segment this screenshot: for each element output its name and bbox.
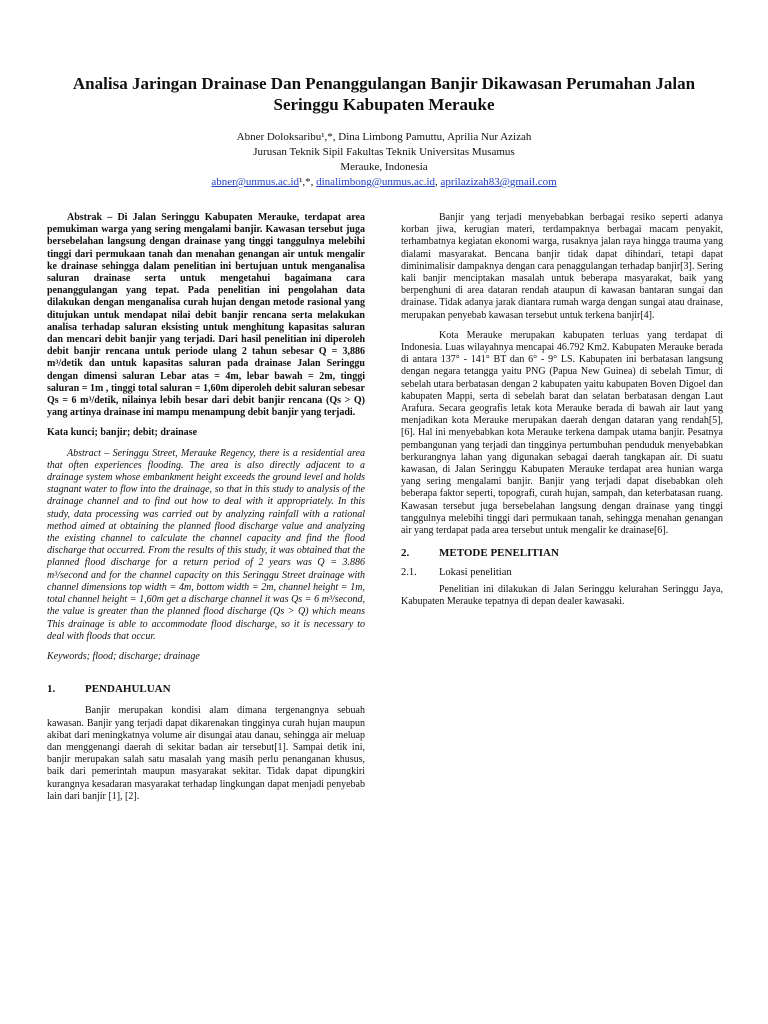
author-block (60, 130, 708, 190)
author-affiliation: Jurusan Teknik Sipil Fakultas Teknik Universitas Musamus (253, 146, 515, 158)
keywords-indonesian: Kata kunci; banjir; debit; drainase (47, 427, 198, 439)
author-location: Merauke, Indonesia (340, 161, 428, 173)
abstract-english: Abstract – Seringgu Street, Merauke Regency, there is a residential area that often experiences flooding. The area is also directly adjacent to a drainage system whose embankment height exceeds the ground level and holds stagnant water to flow into the drainage, so that in this study to analysis of the drainage channel and to find out how to deal with it appropriately. In this study, data processing was carried out by analyzing rainfall with a rational method aimed at obtaining the planned flood discharge value and analyzing the existing channel to calculate the channel capacity and find the flood discharge that occurred. From the results of this study, it was obtained that the planned flood discharge for a return period of 2 years was Q = 3.886 m³/second and for the channel capacity on this Seringgu Street drainage with channel dimensions top width = 4m, bottom width = 2m, channel height = 1m, total channel height = 1,60m get a discharge channel it was Qs = 6 m³/second, the value is greater than the planned flood discharge (Qs > Q) which means This drainage is able to accommodate flood discharge, so it is necessary to deal with floods that occur. (47, 447, 365, 642)
method-paragraph-1: Penelitian ini dilakukan di Jalan Seringgu kelurahan Seringgu Jaya, Kabupaten Merauke tepatnya di depan dealer kawasaki. (401, 583, 723, 607)
email-link-aprilia[interactable]: aprilazizah83@gmail.com (440, 176, 557, 188)
subsection-title: Lokasi penelitian (439, 567, 512, 579)
intro-paragraph-3: Kota Merauke merupakan kabupaten terluas yang terdapat di Indonesia. Luas wilayahnya mencapai 46.792 Km2. Kabupaten Merauke berada di antara 137° - 141° BT dan 6° - 9° LS. Kabupaten ini berbatasan langsung dengan negara tetangga yaitu PNG (Papua New Guinea) di sebelah Timur, di sebelah utara berbatasan dengan 2 kabupaten yaitu kabupaten Boven Digoel dan kabupaten Mappi, serta di sebelah barat dan selatan berbatasan dengan Laut Arafura. Secara geografis letak kota Merauke berada di bawah air laut yang menjadikan kota Merauke merupakan daerah dengan dataran yang rendah[5], [6]. Hal ini menyebabkan kota Merauke terkena dampak utama banjir. Pesatnya pembangunan yang terjadi dan tingginya pertumbuhan penduduk menyebabkan berkurangnya lahan yang digunakan sebagai daerah tangkapan air. Di suatu kawasan, di Jalan Seringgu Kabupaten Merauke terdapat area hunian warga yang sering mengalami banjir. Banjir yang terjadi dapat disebabkan oleh beberapa faktor seperti, topografi, curah hujan, sampah, dan keterbatasan ruang. Kawasan tersebut juga bersebelahan langsung dengan drainase yang tinggi tanggulnya melebihi tinggi dari permukaan tanah, sehingga menahan genangan air yang terdapat pada area tersebut untuk mengalir ke drainase[6]. (401, 329, 723, 537)
email-suffix: ¹,*, (299, 176, 314, 188)
author-emails (60, 175, 708, 190)
left-column (47, 212, 365, 803)
section-number: 1. (47, 683, 56, 696)
section-title: PENDAHULUAN (85, 683, 171, 696)
section-title: METODE PENELITIAN (439, 547, 559, 560)
email-link-abner[interactable]: abner@unmus.ac.id (211, 176, 300, 188)
subsection-heading-lokasi (401, 567, 723, 579)
keywords-english: Keywords; flood; discharge; drainage (47, 650, 200, 662)
section-number: 2. (401, 547, 410, 560)
section-heading-pendahuluan (47, 683, 365, 695)
abstract-indonesian: Abstrak – Di Jalan Seringgu Kabupaten Merauke, terdapat area pemukiman warga yang sering mengalami banjir. Kawasan tersebut juga bersebelahan langsung dengan drainase yang tinggi tanggulnya melebihi tinggi dari permukaan tanah dan menahan genangan air untuk mengalir ke drainase sehingga dalam penelitian ini bertujuan untuk menganalisa saluran drainase serta untuk mengetahui bagaimana cara penanggulangan yang tepat. Pada penelitian ini pengolahan data dilakukan dengan menganalisa curah hujan dengan metode rasional yang ditujukan untuk mendapat nilai debit banjir rencana serta melakukan analisa terhadap saluran eksisting untuk menghitung kapasitas saluran dan mencari debit banjir yang terjadi. Dari hasil penelitian ini diperoleh debit banjir rencana untuk periode ulang 2 tahun sebesar Q = 3,886 m³/detik dan untuk kapasitas saluran pada drainase Jalan Seringgu dengan dimensi saluran Lebar atas = 4m, lebar bawah = 2m, tinggi saluran = 1m , tinggi total saluran = 1,60m diperoleh debit saluran sebesar Qs = 6 m³/detik, nilainya lebih besar dari debit banjir rencana (Qs > Q) yang artinya drainase ini mampu menampung debit banjir yang terjadi. (47, 212, 365, 419)
email-link-dina[interactable]: dinalimbong@unmus.ac.id (316, 176, 436, 188)
email-separator: , (435, 176, 438, 188)
intro-paragraph-2: Banjir yang terjadi menyebabkan berbagai resiko seperti adanya korban jiwa, kerugian materi, terdampaknya berbagai macam penyakit, terhambatnya kegiatan ekonomi warga, rusaknya jalan raya hingga trauma yang dialami masyarakat. Bencana banjir tidak dapat dihindari, tetapi dapat diminimalisir dampaknya dengan cara penaggulangan terhadap banjir[3]. Sering kali banjir menciptakan masalah untuk beberapa masyarakat, baik yang berpenghuni di area dataran rendah ataupun di kawasan bantaran sungai dan drainase. Tidak adanya jarak diantara rumah warga dengan sungai atau drainase, merupakan penyebab kawasan tersebut untuk terkena banjir[4]. (401, 212, 723, 321)
paper-title: Analisa Jaringan Drainase Dan Penanggulangan Banjir Dikawasan Perumahan Jalan Seringgu Kabupaten Merauke (72, 74, 696, 114)
section-heading-metode (401, 547, 723, 559)
subsection-number: 2.1. (401, 567, 417, 579)
intro-paragraph-1: Banjir merupakan kondisi alam dimana tergenangnya sebuah kawasan. Banjir yang terjadi dapat dikarenakan tingginya curah hujan maupun akibat dari meningkatnya volume air disungai atau danau, sehingga air meluap dan menggenangi daerah di sekitar badan air tersebut[1]. Sampai detik ini, banjir merupakan salah satu masalah yang masih perlu penanganan khusus, baik dari pemerintah maupun masyarakat sekitar. Tidak dapat dipungkiri kurangnya kesadaran masyarakat terhadap lingkungan dapat menjadi penyebab lain dari banjir [1], [2]. (47, 705, 365, 802)
right-column (401, 212, 723, 608)
author-names: Abner Doloksaribu¹,*, Dina Limbong Pamuttu, Aprilia Nur Azizah (236, 131, 532, 143)
